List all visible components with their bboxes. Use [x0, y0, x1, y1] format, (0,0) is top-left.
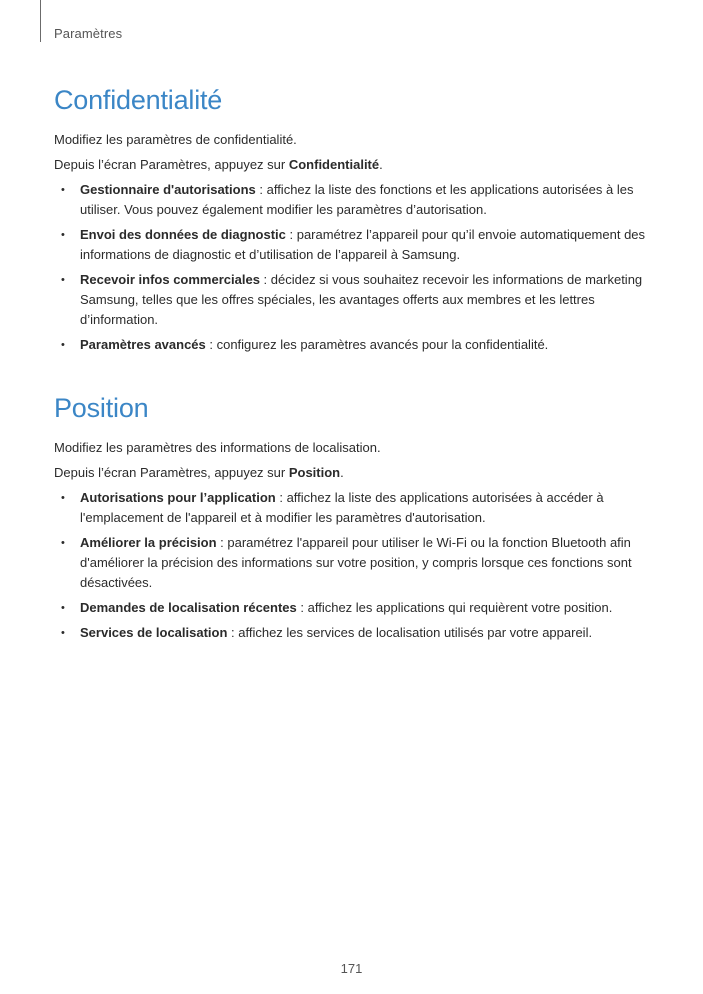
position-section [54, 392, 654, 648]
bullet-icon: • [61, 229, 65, 241]
privacy-path-target: Confidentialité [288, 157, 380, 172]
position-path [54, 463, 654, 483]
privacy-path-suffix: . [379, 157, 383, 172]
list-item [54, 180, 654, 220]
option-term: Demandes de localisation récentes [80, 600, 297, 615]
list-item [54, 225, 654, 265]
list-item [54, 598, 654, 618]
list-item [54, 335, 654, 355]
bullet-icon: • [61, 537, 65, 549]
position-path-suffix: . [340, 465, 344, 480]
bullet-icon: • [61, 184, 65, 196]
position-path-prefix: Depuis l’écran Paramètres, appuyez sur [54, 465, 289, 480]
option-description: : affichez les applications qui requièrent votre position. [296, 600, 613, 615]
privacy-options-list [54, 180, 654, 355]
bullet-icon: • [61, 602, 65, 614]
option-description: : affichez les services de localisation utilisés par votre appareil. [227, 625, 593, 640]
list-item [54, 488, 654, 528]
bullet-icon: • [61, 492, 65, 504]
privacy-path [54, 155, 654, 175]
list-item [54, 623, 654, 643]
option-description: : affichez la liste des applications autorisées à accéder à l'emplacement de l'appareil et à modifier les paramètres d'autorisation. [80, 490, 604, 525]
option-description: : décidez si vous souhaitez recevoir les informations de marketing Samsung, telles que les offres spéciales, les avantages offerts aux membres et les lettres d’information. [80, 272, 643, 327]
option-term: Gestionnaire d'autorisations [80, 182, 256, 197]
privacy-path-prefix: Depuis l’écran Paramètres, appuyez sur [54, 157, 289, 172]
running-header: Paramètres [54, 26, 123, 41]
privacy-intro: Modifiez les paramètres de confidentialité. [54, 132, 297, 147]
option-description: : paramétrez l'appareil pour utiliser le Wi-Fi ou la fonction Bluetooth afin d'améliorer la précision des informations sur votre position, y compris lorsque ces fonctions sont désactivées. [80, 535, 632, 590]
option-description: : affichez la liste des fonctions et les applications autorisées à les utiliser. Vous pouvez également modifier les paramètres d’autorisation. [80, 182, 634, 217]
option-term: Paramètres avancés [80, 337, 206, 352]
privacy-section [54, 84, 654, 360]
header-rule [40, 0, 41, 42]
position-intro: Modifiez les paramètres des informations de localisation. [54, 440, 381, 455]
position-title: Position [54, 393, 149, 423]
bullet-icon: • [61, 274, 65, 286]
list-item [54, 270, 654, 330]
option-term: Recevoir infos commerciales [80, 272, 260, 287]
option-term: Améliorer la précision [80, 535, 217, 550]
option-term: Services de localisation [80, 625, 228, 640]
list-item [54, 533, 654, 593]
bullet-icon: • [61, 339, 65, 351]
position-options-list [54, 488, 654, 643]
option-term: Autorisations pour l’application [80, 490, 276, 505]
option-description: : configurez les paramètres avancés pour la confidentialité. [205, 337, 549, 352]
option-term: Envoi des données de diagnostic [80, 227, 286, 242]
page-number: 171 [340, 961, 363, 976]
privacy-title: Confidentialité [54, 85, 223, 115]
bullet-icon: • [61, 627, 65, 639]
position-path-target: Position [288, 465, 341, 480]
option-description: : paramétrez l’appareil pour qu’il envoie automatiquement des informations de diagnostic et d’utilisation de l’appareil à Samsung. [80, 227, 646, 262]
